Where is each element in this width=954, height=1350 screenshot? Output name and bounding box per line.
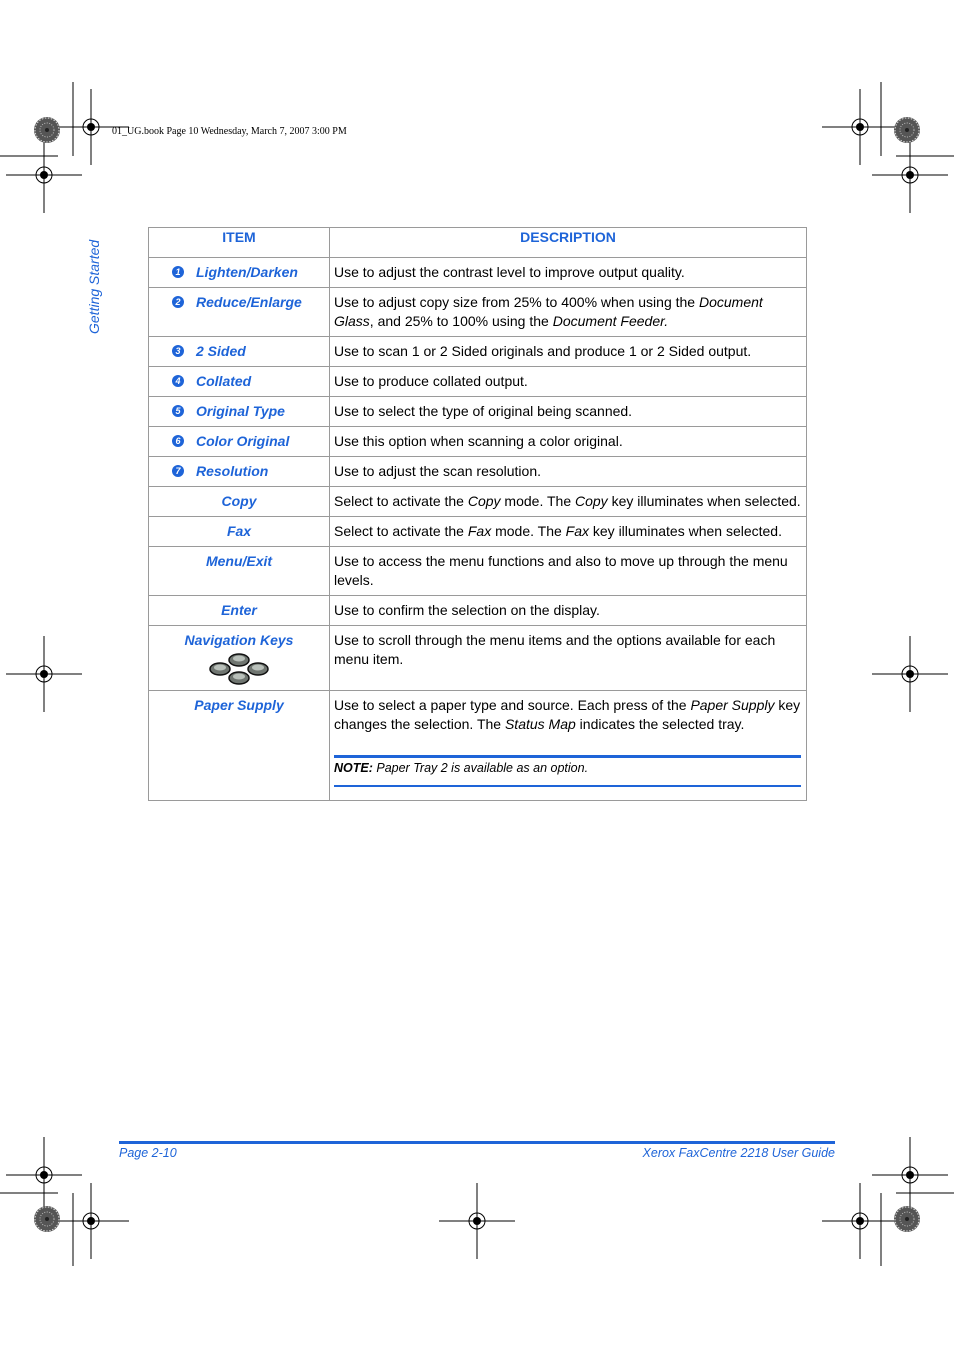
emphasized-term: Status Map — [504, 716, 576, 732]
callout-number-badge: 7 — [172, 465, 184, 477]
text-segment: Use to scroll through the menu items and the options available for each menu item. — [334, 632, 776, 667]
table-row — [149, 547, 807, 596]
text-segment: key illuminates when selected. — [589, 523, 782, 539]
table-row — [149, 691, 807, 801]
description-cell — [330, 288, 807, 337]
item-label: Collated — [196, 373, 252, 389]
text-segment: Use to adjust copy size from 25% to 400% when using the — [334, 294, 699, 310]
item-label: Color Original — [196, 433, 290, 449]
table-row — [149, 397, 807, 427]
description-text — [334, 522, 801, 541]
item-cell — [149, 547, 330, 596]
item-cell — [149, 487, 330, 517]
callout-number-badge: 4 — [172, 375, 184, 387]
callout-number-badge: 3 — [172, 345, 184, 357]
description-text — [334, 696, 801, 734]
text-segment: Select to activate the — [334, 493, 468, 509]
text-segment: , and 25% to 100% using the — [369, 313, 553, 329]
item-cell — [149, 397, 330, 427]
item-cell — [149, 427, 330, 457]
description-cell — [330, 487, 807, 517]
text-segment: key illuminates when selected. — [607, 493, 801, 509]
text-segment: Use to select the type of original being scanned. — [334, 403, 633, 419]
emphasized-term: Copy — [467, 493, 501, 509]
description-cell — [330, 517, 807, 547]
text-segment: Use to scan 1 or 2 Sided originals and produce 1 or 2 Sided output. — [334, 343, 752, 359]
section-side-tab: Getting Started — [86, 239, 102, 334]
item-cell — [149, 691, 330, 801]
text-segment: Use to select a paper type and source. Each press of the — [334, 697, 691, 713]
navigation-keys-icon — [208, 653, 270, 685]
description-text — [334, 432, 801, 451]
table-row — [149, 288, 807, 337]
note-text: Paper Tray 2 is available as an option. — [372, 761, 589, 775]
item-cell — [149, 626, 330, 691]
item-cell — [149, 258, 330, 288]
text-segment: Use to access the menu functions and also to move up through the menu levels. — [334, 553, 788, 588]
item-cell — [149, 596, 330, 626]
text-segment: indicates the selected tray. — [575, 716, 745, 732]
item-label: Navigation Keys — [184, 632, 294, 648]
table-row — [149, 427, 807, 457]
description-cell — [330, 258, 807, 288]
text-segment: Use to adjust the scan resolution. — [334, 463, 542, 479]
item-label: Enter — [221, 602, 257, 618]
item-column-header: ITEM — [149, 228, 330, 258]
callout-number-badge: 5 — [172, 405, 184, 417]
item-cell — [149, 517, 330, 547]
description-cell — [330, 397, 807, 427]
table-row — [149, 258, 807, 288]
emphasized-term: Fax — [565, 523, 589, 539]
item-cell — [149, 457, 330, 487]
item-label: 2 Sided — [196, 343, 246, 359]
description-text — [334, 631, 801, 669]
item-cell — [149, 288, 330, 337]
items-table — [148, 227, 807, 801]
description-text — [334, 263, 801, 282]
description-cell — [330, 427, 807, 457]
emphasized-term: Document Glass — [334, 294, 763, 329]
emphasized-term: Paper Supply — [690, 697, 775, 713]
description-column-header: DESCRIPTION — [330, 228, 807, 258]
guide-title: Xerox FaxCentre 2218 User Guide — [642, 1146, 835, 1160]
text-segment: Select to activate the — [334, 523, 468, 539]
description-text — [334, 552, 801, 590]
item-label: Menu/Exit — [205, 553, 273, 569]
description-cell — [330, 457, 807, 487]
item-label: Original Type — [196, 403, 285, 419]
note-box — [334, 755, 801, 787]
table-row — [149, 367, 807, 397]
item-label: Reduce/Enlarge — [196, 294, 302, 310]
description-text — [334, 372, 801, 391]
text-segment: key changes the selection. The — [334, 697, 801, 732]
text-segment: Use to adjust the contrast level to improve output quality. — [334, 264, 685, 280]
item-label: Copy — [221, 493, 257, 509]
table-row — [149, 457, 807, 487]
callout-number-badge: 2 — [172, 296, 184, 308]
note-label: NOTE: — [334, 761, 373, 775]
item-label: Fax — [226, 523, 252, 539]
description-cell — [330, 596, 807, 626]
description-text — [334, 462, 801, 481]
item-label: Paper Supply — [194, 697, 284, 713]
table-row — [149, 626, 807, 691]
item-label: Lighten/Darken — [196, 264, 298, 280]
text-segment: mode. The — [491, 523, 566, 539]
text-segment: mode. The — [500, 493, 575, 509]
callout-number-badge: 1 — [172, 266, 184, 278]
item-cell — [149, 367, 330, 397]
description-text — [334, 293, 801, 331]
table-header-row — [149, 228, 807, 258]
item-cell — [149, 337, 330, 367]
description-cell — [330, 691, 807, 801]
page-number: Page 2-10 — [119, 1146, 177, 1160]
item-label: Resolution — [196, 463, 269, 479]
text-segment: Use to produce collated output. — [334, 373, 528, 389]
table-row — [149, 596, 807, 626]
text-segment: Use this option when scanning a color original. — [334, 433, 623, 449]
description-text — [334, 402, 801, 421]
description-text — [334, 342, 801, 361]
emphasized-term: Document Feeder. — [552, 313, 669, 329]
emphasized-term: Copy — [575, 493, 608, 509]
footer-rule — [119, 1141, 835, 1144]
description-cell — [330, 547, 807, 596]
table-row — [149, 487, 807, 517]
description-text — [334, 601, 801, 620]
callout-number-badge: 6 — [172, 435, 184, 447]
description-cell — [330, 337, 807, 367]
emphasized-term: Fax — [467, 523, 492, 539]
table-row — [149, 517, 807, 547]
description-cell — [330, 626, 807, 691]
table-row — [149, 337, 807, 367]
print-info-line: 01_UG.book Page 10 Wednesday, March 7, 2007 3:00 PM — [112, 126, 347, 137]
text-segment: Use to confirm the selection on the display. — [334, 602, 600, 618]
description-cell — [330, 367, 807, 397]
description-text — [334, 492, 801, 511]
